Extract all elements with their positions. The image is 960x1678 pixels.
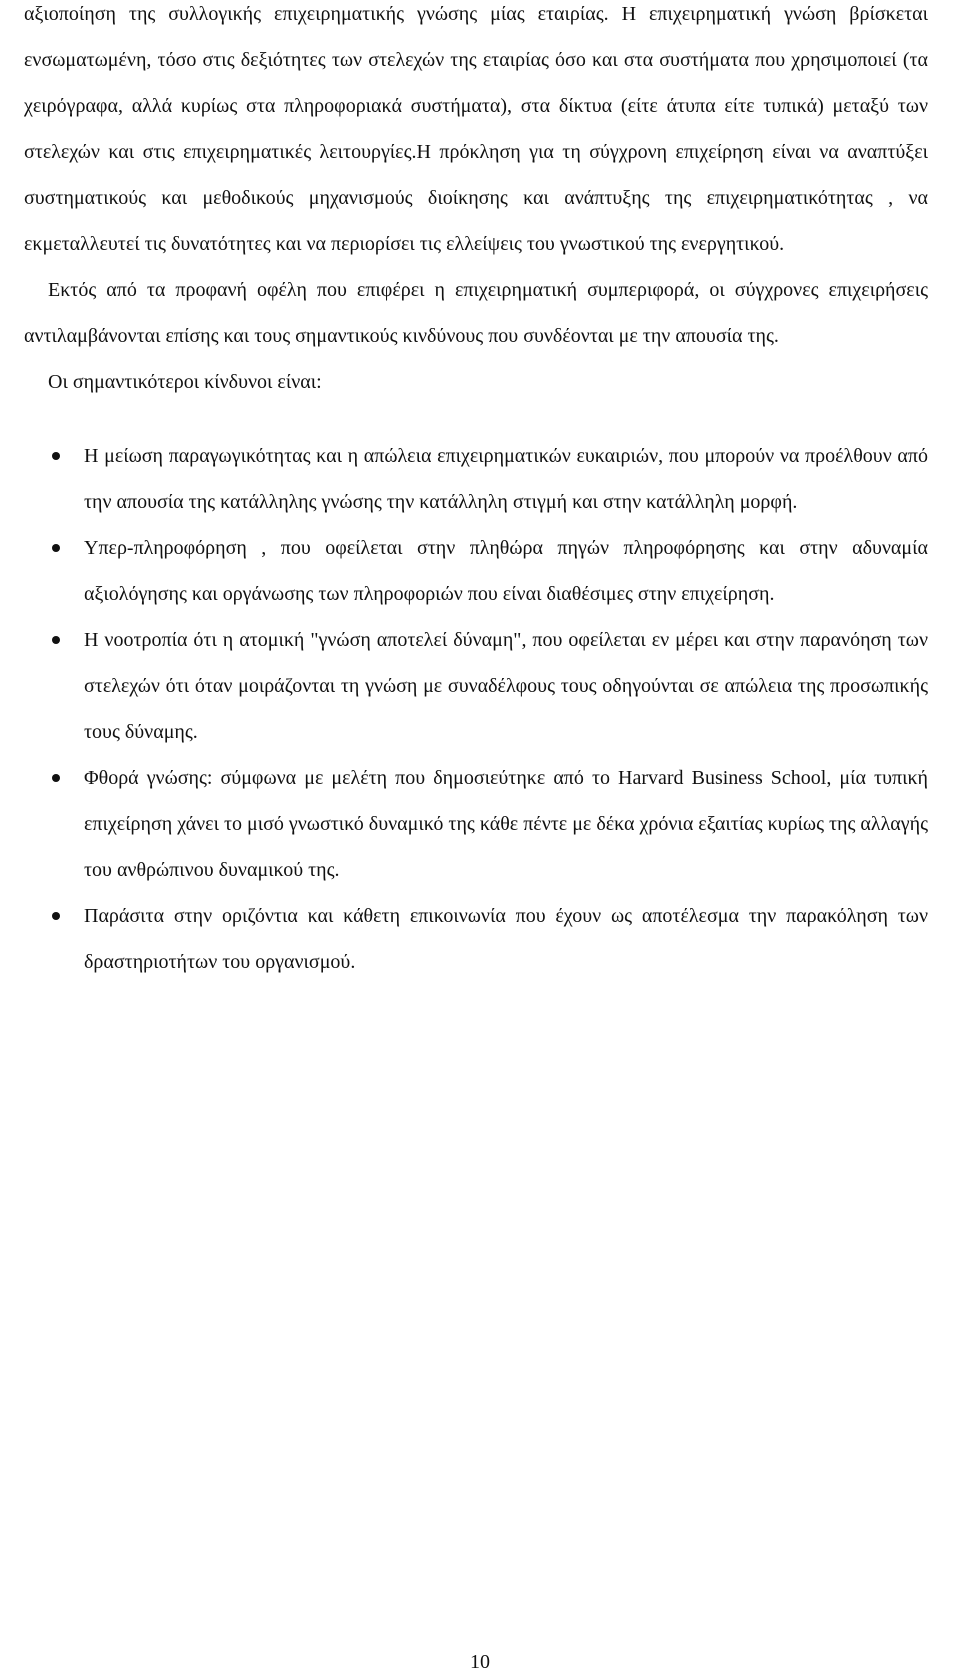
list-item-text: Η νοοτροπία ότι η ατομική "γνώση αποτελεί δύναμη", που οφείλεται εν μέρει και στην παρανόηση των στελεχών ότι όταν μοιράζονται τη γνώση με συναδέλφους τους οδηγούνται σε απώλεια της προσωπικής τους δύναμης. [84, 629, 928, 743]
body-paragraph: αξιοποίηση της συλλογικής επιχειρηματικής γνώσης μίας εταιρίας. Η επιχειρηματική γνώση βρίσκεται ενσωματωμένη, τόσο στις δεξιότητες των στελεχών της εταιρίας όσο και στα συστήματα που χρησιμοποιεί (τα χειρόγραφα, αλλά κυρίως στα πληροφοριακά συστήματα), στα δίκτυα (είτε άτυπα είτε τυπικά) μεταξύ των στελεχών και στις επιχειρηματικές λειτουργίες.Η πρόκληση για τη σύγχρονη επιχείρηση είναι να αναπτύξει συστηματικούς και μεθοδικούς μηχανισμούς διοίκησης και ανάπτυξης της επιχειρηματικότητας , να εκμεταλλευτεί τις δυνατότητες και να περιορίσει τις ελλείψεις του γνωστικού της ενεργητικού. [24, 3, 928, 255]
bullet-icon [52, 912, 60, 920]
bullet-icon [52, 544, 60, 552]
list-item-text: Φθορά γνώσης: σύμφωνα με μελέτη που δημοσιεύτηκε από το Harvard Business School, μία τυπική επιχείρηση χάνει το μισό γνωστικό δυναμικό της κάθε πέντε με δέκα χρόνια εξαιτίας κυρίως της αλλαγής του ανθρώπινου δυναμικού της. [84, 767, 928, 881]
list-item-text: Παράσιτα στην οριζόντια και κάθετη επικοινωνία που έχουν ως αποτέλεσμα την παρακόληση των δραστηριοτήτων του οργανισμού. [84, 905, 928, 973]
bullet-icon [52, 452, 60, 460]
list-item [24, 755, 928, 893]
page-number: 10 [470, 1651, 490, 1673]
bullet-icon [52, 774, 60, 782]
risks-intro: Οι σημαντικότεροι κίνδυνοι είναι: [48, 371, 322, 393]
list-item [24, 525, 928, 617]
bullet-icon [52, 636, 60, 644]
list-item [24, 893, 928, 985]
list-item-text: Η μείωση παραγωγικότητας και η απώλεια επιχειρηματικών ευκαιριών, που μπορούν να προέλθουν από την απουσία της κατάλληλης γνώσης την κατάλληλη στιγμή και στην κατάλληλη μορφή. [84, 445, 928, 513]
spacer [24, 405, 928, 433]
document-page [24, 0, 928, 985]
list-item [24, 617, 928, 755]
risk-list [24, 433, 928, 985]
list-item-text: Υπερ-πληροφόρηση , που οφείλεται στην πληθώρα πηγών πληροφόρησης και στην αδυναμία αξιολόγησης και οργάνωσης των πληροφοριών που είναι διαθέσιμες στην επιχείρηση. [84, 537, 928, 605]
list-item [24, 433, 928, 525]
body-paragraph: Εκτός από τα προφανή οφέλη που επιφέρει η επιχειρηματική συμπεριφορά, οι σύγχρονες επιχειρήσεις αντιλαμβάνονται επίσης και τους σημαντικούς κινδύνους που συνδέονται με την απουσία της. [24, 279, 928, 347]
